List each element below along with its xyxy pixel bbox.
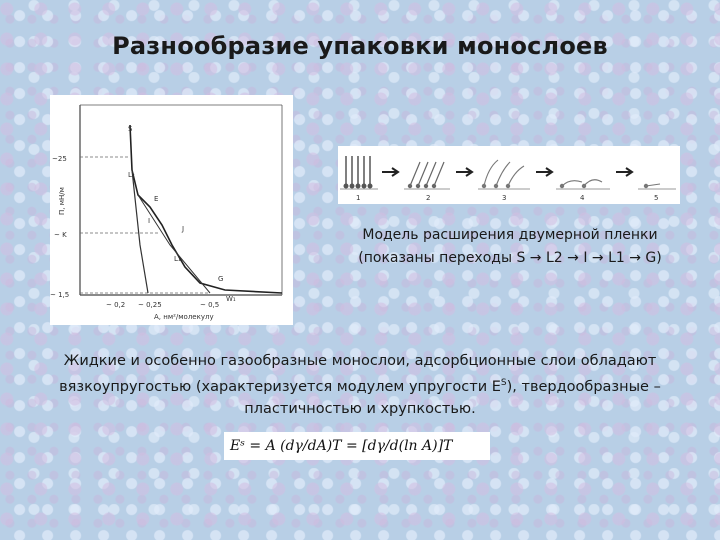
curve-label-l2: L₂ (128, 171, 135, 179)
isotherm-branch (138, 195, 210, 293)
arrow-icon (382, 168, 398, 176)
caption-line: (показаны переходы S → L2 → I → L1 → G) (358, 250, 662, 266)
isotherm-graph (50, 95, 293, 325)
body-text-segment: вязкоупругостью (характеризуется модулем упругости E (59, 378, 501, 395)
body-line: Жидкие и особенно газообразные монослои, адсорбционные слои обладают (63, 353, 657, 369)
curve-label-l1: L₁ (174, 255, 181, 263)
arrow-icon (616, 168, 632, 176)
isotherm-curve (130, 125, 282, 293)
film-expansion-diagram (338, 146, 680, 204)
curve-label-e: E (154, 195, 159, 203)
stage-gas (638, 184, 676, 189)
stage-intermediate (478, 160, 530, 189)
isotherm-branch (132, 170, 151, 293)
stage-number: 1 (356, 194, 361, 202)
body-text-segment: ), твердообразные – (506, 378, 661, 395)
curve-label-i: I (148, 217, 151, 225)
body-superscript: S (500, 378, 507, 388)
caption-line: Модель расширения двумерной пленки (362, 227, 658, 243)
curve-label-g: G (218, 275, 224, 283)
stage-liquid-condensed (404, 162, 450, 189)
curve-label-j: J (182, 225, 185, 233)
curve-label-s: S (128, 125, 133, 133)
film-expansion-svg (338, 146, 680, 204)
curve-label-w1: W₁ (226, 295, 236, 303)
stage-solid (340, 156, 378, 189)
slide-title: Разнообразие упаковки монослоев (112, 32, 608, 60)
body-paragraph (28, 350, 692, 420)
body-line (28, 372, 692, 398)
x-tick-label: ~ 0,2 (106, 301, 126, 309)
y-tick-label: ~ K (54, 231, 67, 239)
diagram-caption (330, 224, 690, 270)
y-axis-label: Π, мН/м (58, 187, 66, 215)
stage-number: 5 (654, 194, 659, 202)
arrow-icon (456, 168, 472, 176)
stage-number: 4 (580, 194, 585, 202)
stage-number: 3 (502, 194, 507, 202)
stage-liquid-expanded (556, 180, 610, 189)
arrow-icon (536, 168, 552, 176)
x-tick-label: ~ 0,25 (138, 301, 162, 309)
stage-number: 2 (426, 194, 431, 202)
x-tick-label: ~ 0,5 (200, 301, 220, 309)
y-tick-label: ~ 1,5 (50, 291, 70, 299)
isotherm-graph-svg (50, 95, 293, 325)
elasticity-formula: Eˢ = A (dγ/dA)T = [dγ/d(ln A)]T (224, 432, 490, 460)
y-tick-label: ~25 (52, 155, 67, 163)
x-axis-label: A, нм²/молекулу (154, 313, 214, 321)
body-line: пластичностью и хрупкостью. (244, 400, 476, 417)
